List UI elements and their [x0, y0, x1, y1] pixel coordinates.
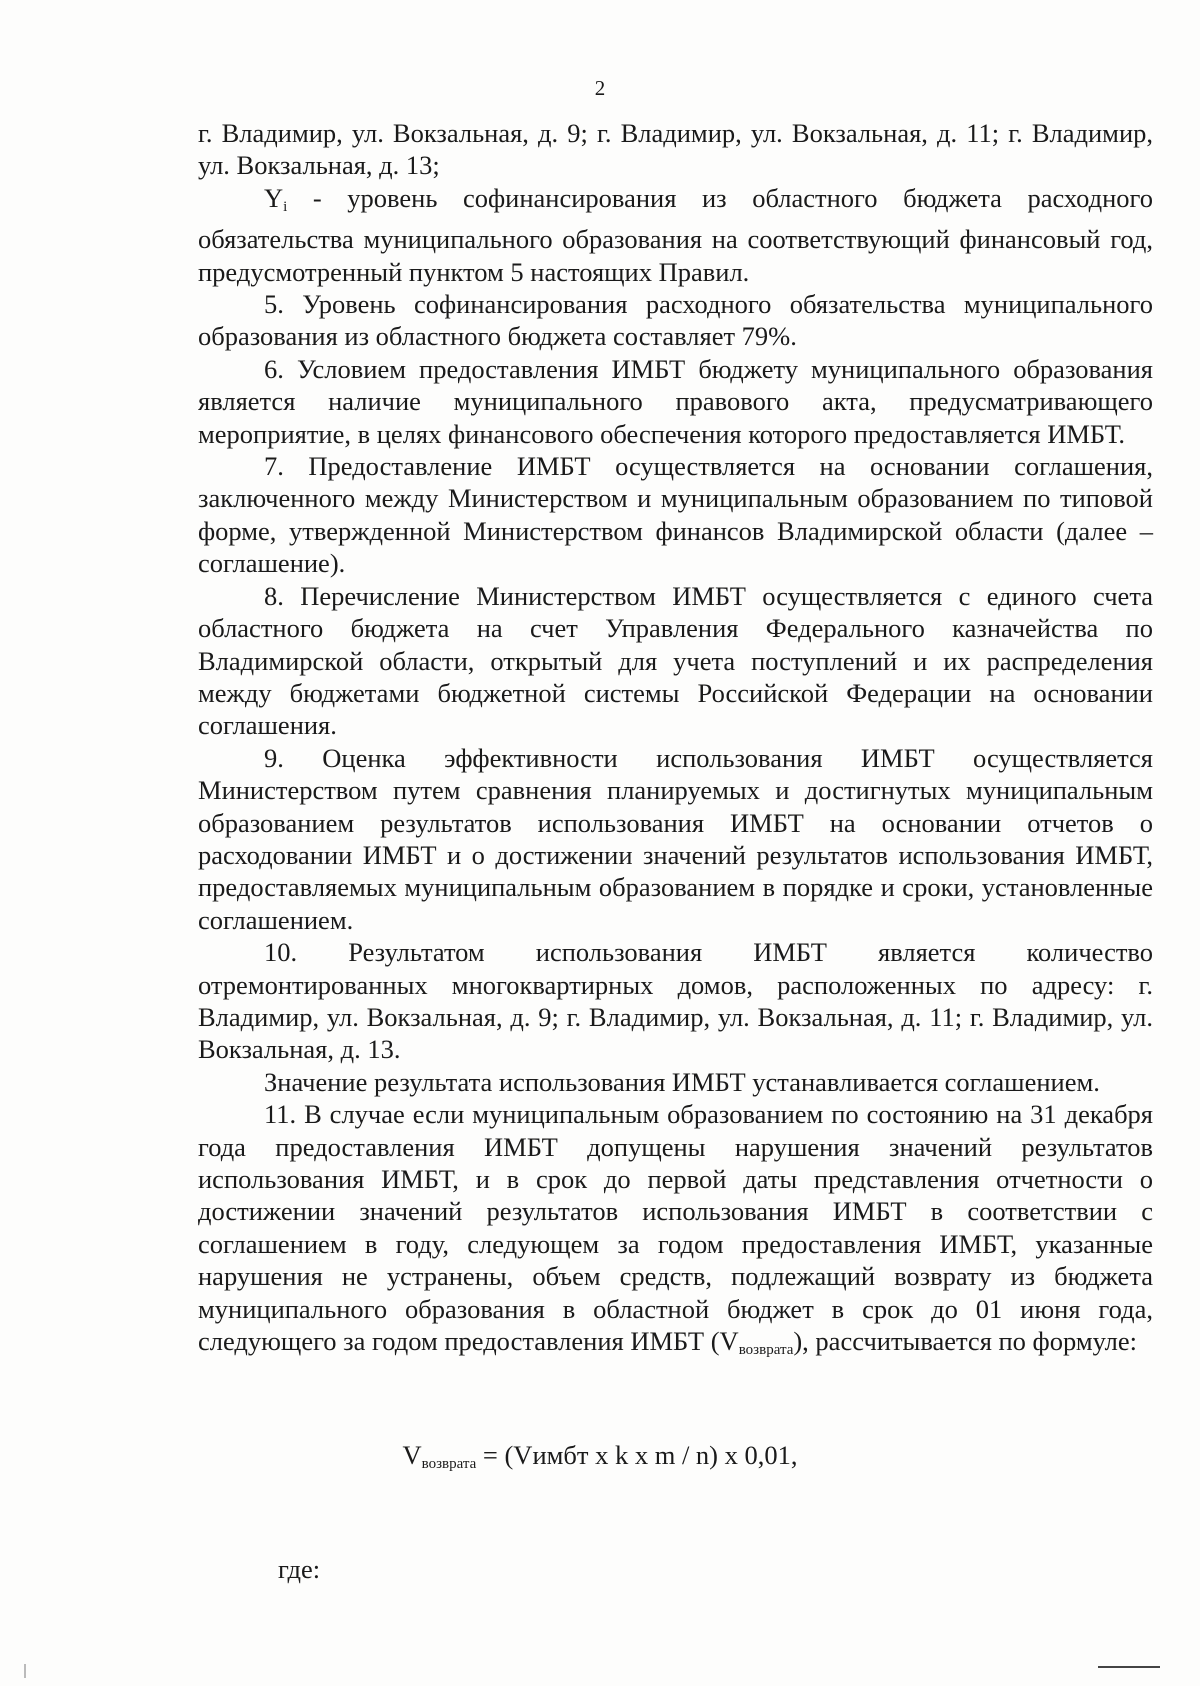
- paragraph-text: 11. В случае если муниципальным образованием по состоянию на 31 декабря года предоставления ИМБТ допущены нарушения значений результатов использования ИМБТ, и в срок до первой даты представления отчетности о достижении значений результатов использования ИМБТ в соответствии с соглашением в году, следующем за годом предоставления ИМБТ, указанные нарушения не устранены, объем средств, подлежащий возврату из бюджета муниципального образования в областной бюджет в срок до 01 июня года, следующего за годом предоставления ИМБТ (V: [198, 1099, 1153, 1357]
- paragraph-yi-definition: [198, 182, 1153, 288]
- scan-edge-mark: [1098, 1666, 1160, 1668]
- variable-subscript: i: [283, 198, 288, 215]
- paragraph-text: 10. Результатом использования ИМБТ является количество отремонтированных многоквартирных домов, расположенных по адресу: г. Владимир, ул. Вокзальная, д. 9; г. Владимир, ул. Вокзальная, д. 11; г. Владимир, ул. Вокзальная, д. 13.: [198, 937, 1153, 1065]
- where-label: где:: [278, 1554, 321, 1584]
- paragraph-text: - уровень софинансирования из областного бюджета расходного обязательства муниципального образования на соответствующий финансовый год, предусмотренный пунктом 5 настоящих Правил.: [198, 182, 1153, 287]
- paragraph-6: [198, 353, 1153, 450]
- paragraph-result-value: [198, 1066, 1153, 1098]
- paragraph-9: [198, 742, 1153, 936]
- return-formula: [0, 1440, 1200, 1473]
- formula-lhs: V: [402, 1440, 422, 1470]
- variable-subscript: возврата: [738, 1342, 794, 1359]
- paragraph-11: [198, 1098, 1153, 1366]
- scan-dot-mark: [24, 1664, 26, 1678]
- formula-rhs: = (Vимбт x k x m / n) x 0,01,: [476, 1440, 798, 1470]
- page-number: 2: [594, 76, 606, 100]
- paragraph-text: 7. Предоставление ИМБТ осуществляется на основании соглашения, заключенного между Министерством и муниципальным образованием по типовой форме, утвержденной Министерством финансов Владимирской области (далее – соглашение).: [198, 451, 1153, 579]
- paragraph-7: [198, 450, 1153, 580]
- paragraph-5: [198, 288, 1153, 353]
- paragraph-text: Значение результата использования ИМБТ устанавливается соглашением.: [264, 1066, 1100, 1097]
- paragraph-10: [198, 936, 1153, 1066]
- paragraph-addresses: [198, 117, 1153, 182]
- paragraph-text: 9. Оценка эффективности использования ИМБТ осуществляется Министерством путем сравнения планируемых и достигнутых муниципальным образованием результатов использования ИМБТ на основании отчетов о расходовании ИМБТ и о достижении значений результатов использования ИМБТ, предоставляемых муниципальным образованием в порядке и сроки, установленные соглашением.: [198, 742, 1153, 935]
- paragraph-8: [198, 580, 1153, 742]
- paragraph-text: 5. Уровень софинансирования расходного обязательства муниципального образования из областного бюджета составляет 79%.: [198, 289, 1153, 352]
- paragraph-text: г. Владимир, ул. Вокзальная, д. 9; г. Владимир, ул. Вокзальная, д. 11; г. Владимир, ул. Вокзальная, д. 13;: [198, 118, 1153, 181]
- variable-symbol: Y: [264, 182, 284, 213]
- document-body: [198, 117, 1153, 1366]
- formula-lhs-subscript: возврата: [421, 1456, 477, 1472]
- paragraph-text: 8. Перечисление Министерством ИМБТ осуществляется с единого счета областного бюджета на счет Управления Федерального казначейства по Владимирской области, открытый для учета поступлений и их распределения между бюджетами бюджетной системы Российской Федерации на основании соглашения.: [198, 580, 1153, 741]
- paragraph-text-end: ), рассчитывается по формуле:: [793, 1326, 1138, 1357]
- paragraph-text: 6. Условием предоставления ИМБТ бюджету муниципального образования является наличие муниципального правового акта, предусматривающего мероприятие, в целях финансового обеспечения которого предоставляется ИМБТ.: [198, 353, 1153, 449]
